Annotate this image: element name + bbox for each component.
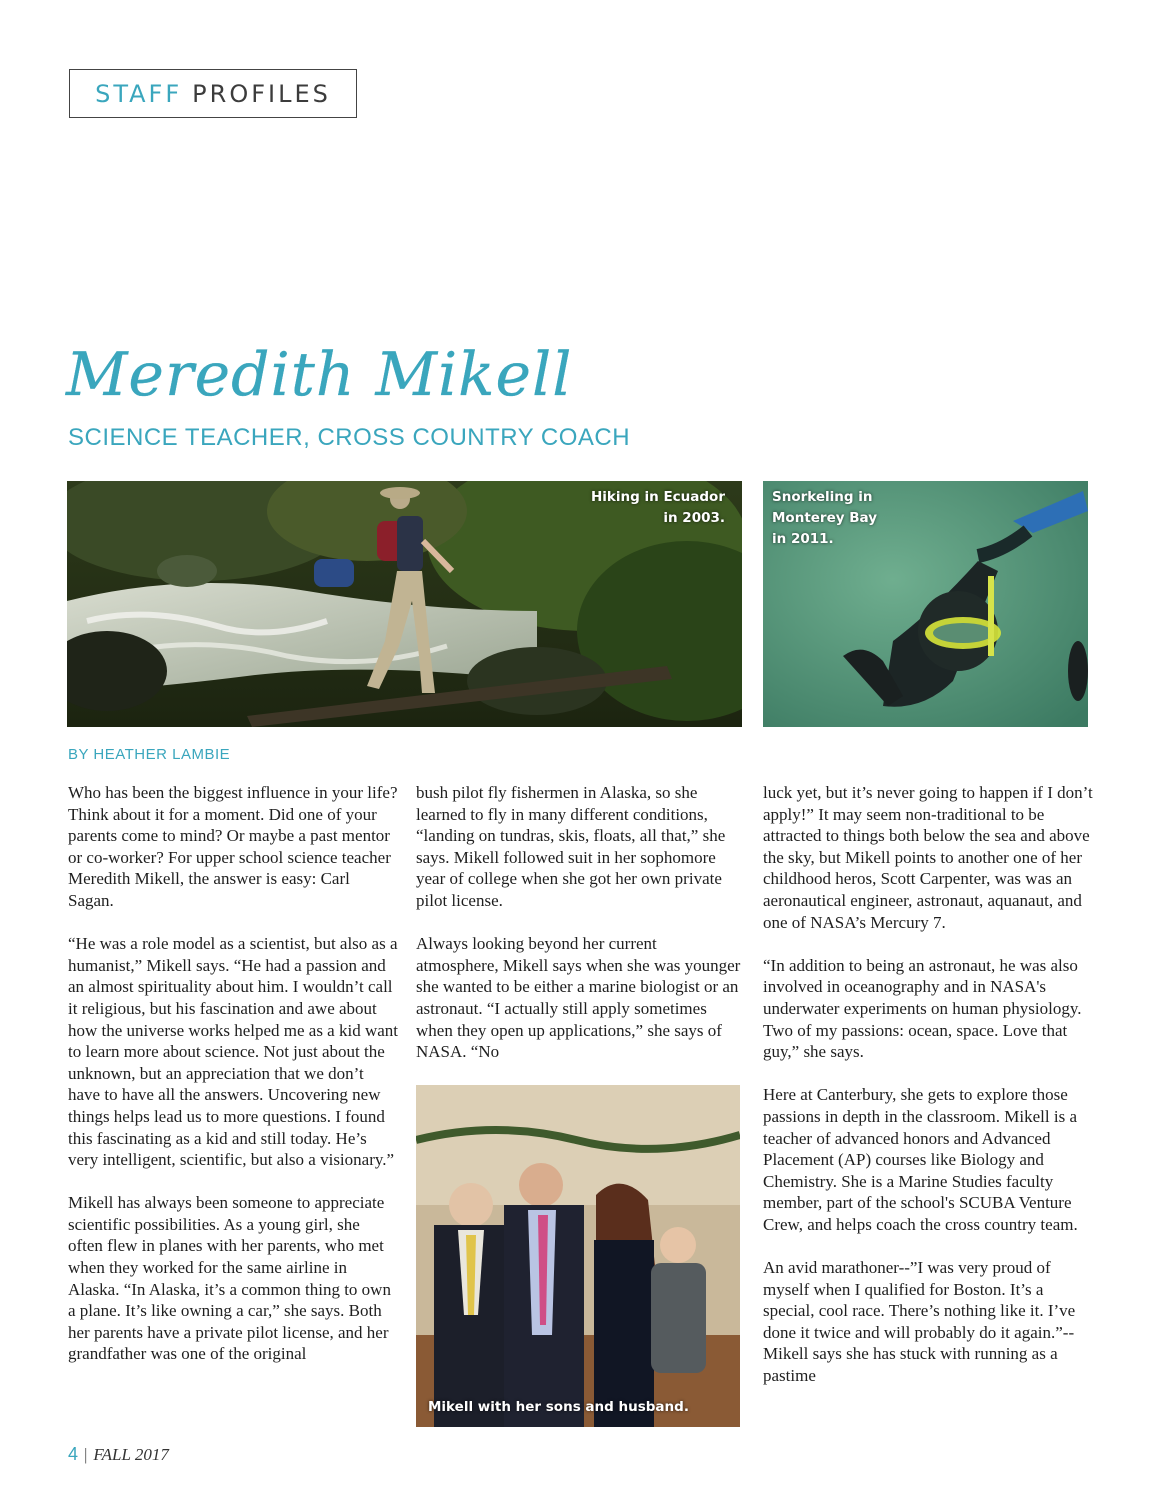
profile-name: Meredith Mikell	[66, 340, 573, 410]
article-paragraph: bush pilot fly fishermen in Alaska, so she learned to fly in many different conditions, “landing on tundras, skis, floats, all that,” she says. Mikell followed suit in her sophomore year of college when she got her own private pilot license.	[416, 783, 726, 910]
article-paragraph: “He was a role model as a scientist, but also as a humanist,” Mikell says. “He had a passion and an almost spirituality about him. I wouldn’t call it religious, but his fascination and awe about how the universe works helped me as a kid want to learn more about science. Not just about the unknown, but an appreciation that we don’t have to have all the answers. Uncovering new things helps lead us to more questions. I found this fascinating as a kid and still today. He’s very intelligent, scientific, but also a visionary.”	[68, 934, 398, 1170]
article-column-3	[763, 782, 1093, 1408]
family-photo	[416, 1085, 740, 1427]
article-column-1	[68, 782, 398, 1387]
issue-label: FALL 2017	[93, 1445, 169, 1464]
snorkeling-caption-line: Snorkeling in	[772, 489, 873, 505]
snorkeling-caption-line: in 2011.	[772, 531, 834, 547]
article-paragraph: Here at Canterbury, she gets to explore those passions in depth in the classroom. Mikell is a teacher of advanced honors and Advanced Placement (AP) courses like Biology and Chemistry. She is a Marine Studies faculty member, part of the school's SCUBA Venture Crew, and helps coach the cross country team.	[763, 1085, 1078, 1234]
section-label-word2: PROFILES	[192, 79, 331, 108]
article-paragraph: Always looking beyond her current atmosphere, Mikell says when she was younger she wanted to be either a marine biologist or an astronaut. “I actually still apply sometimes when they open up applications,” she says of NASA. “No	[416, 934, 741, 1062]
snorkeling-caption-line: Monterey Bay	[772, 510, 878, 526]
article-paragraph: Mikell has always been someone to appreciate scientific possibilities. As a young girl, she often flew in planes with her parents, who met when they worked for the same airline in Alaska. “In Alaska, it’s a common thing to own a plane. It’s like owning a car,” she says. Both her parents have a private pilot license, and her grandfather was one of the original	[68, 1193, 391, 1364]
article-paragraph: luck yet, but it’s never going to happen if I don’t apply!” It may seem non-traditional to be attracted to things both below the sea and above the sky, but Mikell points to another one of her childhood heros, Scott Carpenter, was was an aeronautical engineer, astronaut, aquanaut, and one of NASA’s Mercury 7.	[763, 783, 1093, 932]
article-paragraph: Who has been the biggest influence in your life? Think about it for a moment. Did one of your parents come to mind? Or maybe a past mentor or co-worker? For upper school science teacher Meredith Mikell, the answer is easy: Carl Sagan.	[68, 783, 398, 910]
section-label-word1: STAFF	[95, 79, 183, 108]
article-paragraph: An avid marathoner--”I was very proud of myself when I qualified for Boston. It’s a special, cool race. There’s nothing like it. I’ve done it twice and will probably do it again.”--Mikell says she has stuck with running as a pastime	[763, 1258, 1076, 1386]
snorkeling-caption	[772, 487, 922, 550]
page-footer	[68, 1444, 169, 1465]
footer-separator: |	[84, 1445, 88, 1464]
family-caption: Mikell with her sons and husband.	[428, 1399, 689, 1415]
article-column-2	[416, 782, 741, 1084]
hiking-caption	[580, 487, 725, 529]
hiking-caption-line: in 2003.	[663, 510, 725, 526]
hiking-caption-line: Hiking in Ecuador	[591, 489, 725, 505]
article-paragraph: “In addition to being an astronaut, he was also involved in oceanography and in NASA's underwater experiments on human physiology. Two of my passions: ocean, space. Love that guy,” she says.	[763, 955, 1082, 1062]
byline: BY HEATHER LAMBIE	[68, 746, 231, 763]
section-label	[69, 69, 357, 118]
profile-title: SCIENCE TEACHER, CROSS COUNTRY COACH	[68, 424, 631, 451]
page-number: 4	[68, 1444, 79, 1464]
